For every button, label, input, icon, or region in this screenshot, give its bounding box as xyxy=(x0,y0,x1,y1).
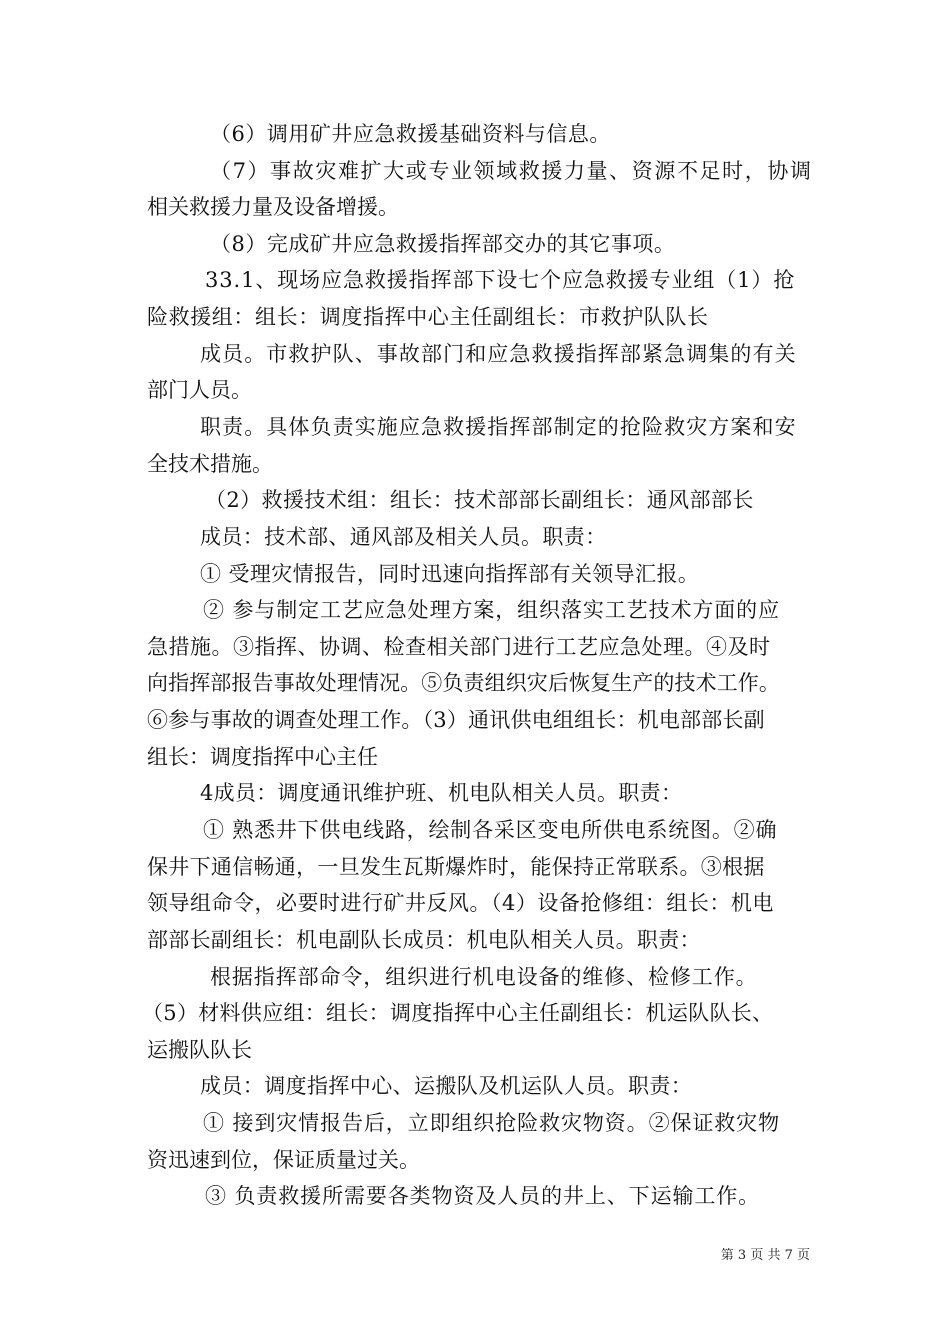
text-line: ① 受理灾情报告，同时迅速向指挥部有关领导汇报。 xyxy=(200,562,700,586)
text-line: 部门人员。 xyxy=(147,378,252,402)
text-line: （7）事故灾难扩大或专业领域救援力量、资源不足时，协调 xyxy=(210,159,813,183)
text-line: 职责。具体负责实施应急救援指挥部制定的抢险救灾方案和安 xyxy=(200,415,797,439)
text-line: 全技术措施。 xyxy=(147,452,273,476)
text-line: 险救援组：组长：调度指挥中心主任副组长：市救护队队长 xyxy=(147,305,709,329)
text-line: 4成员：调度通讯维护班、机电队相关人员。职责： xyxy=(200,781,683,805)
text-line: 向指挥部报告事故处理情况。⑤负责组织灾后恢复生产的技术工作。 xyxy=(147,671,780,695)
text-line: 保井下通信畅通，一旦发生瓦斯爆炸时，能保持正常联系。③根据 xyxy=(147,855,765,879)
text-line: 根据指挥部命令，组织进行机电设备的维修、检修工作。 xyxy=(210,965,758,989)
text-line: 成员：技术部、通风部及相关人员。职责： xyxy=(200,525,607,549)
text-line: 部部长副组长：机电副队长成员：机电队相关人员。职责： xyxy=(147,928,701,952)
text-line: 33.1、现场应急救援指挥部下设七个应急救援专业组（1）抢 xyxy=(205,268,796,292)
text-line: ① 接到灾情报告后，立即组织抢险救灾物资。②保证救灾物 xyxy=(203,1111,780,1135)
text-line: 资迅速到位，保证质量过关。 xyxy=(147,1148,420,1172)
text-line: （8）完成矿井应急救援指挥部交办的其它事项。 xyxy=(210,232,676,256)
text-line: 相关救援力量及设备增援。 xyxy=(147,195,399,219)
text-line: （6）调用矿井应急救援基础资料与信息。 xyxy=(210,122,611,146)
text-line: （5）材料供应组：组长：调度指挥中心主任副组长：机运队队长、 xyxy=(142,1001,774,1025)
text-line: ③ 负责救援所需要各类物资及人员的井上、下运输工作。 xyxy=(205,1184,761,1208)
text-line: 急措施。③指挥、协调、检查相关部门进行工艺应急处理。④及时 xyxy=(147,635,771,659)
text-line: ② 参与制定工艺应急处理方案，组织落实工艺技术方面的应 xyxy=(203,598,780,622)
text-line: 成员。市救护队、事故部门和应急救援指挥部紧急调集的有关 xyxy=(200,342,797,366)
text-line: ⑥参与事故的调查处理工作。（3）通讯供电组组长：机电部部长副 xyxy=(147,708,765,732)
text-line: 成员：调度指挥中心、运搬队及机运队人员。职责： xyxy=(200,1074,693,1098)
text-line: 运搬队队长 xyxy=(147,1038,252,1062)
text-line: （2）救援技术组：组长：技术部部长副组长：通风部部长 xyxy=(205,488,754,512)
text-line: 组长：调度指挥中心主任 xyxy=(147,745,378,769)
text-line: 领导组命令，必要时进行矿井反风。（4）设备抢修组：组长：机电 xyxy=(147,891,774,915)
page-number: 第 3 页 共 7 页 xyxy=(720,1248,810,1263)
text-line: ① 熟悉井下供电线路，绘制各采区变电所供电系统图。②确 xyxy=(203,818,778,842)
